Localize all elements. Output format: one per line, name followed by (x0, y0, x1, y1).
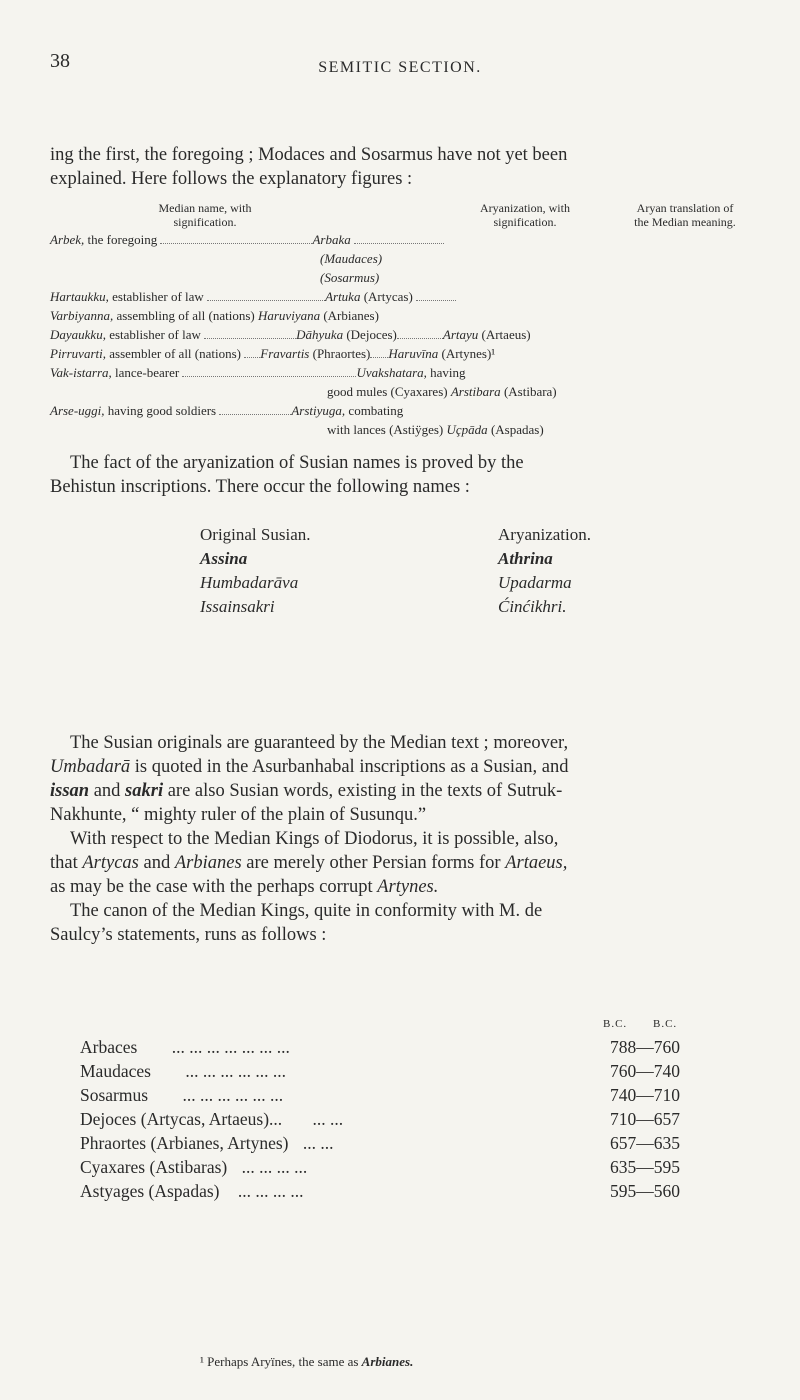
table-row (50, 268, 750, 287)
aryan-gloss: having (426, 365, 466, 380)
canon-row (80, 1107, 680, 1131)
term: Artaeus, (505, 853, 568, 873)
head-line: signification. (173, 215, 237, 229)
median-meaning: assembler of all (nations) (105, 346, 241, 361)
median-name: Vak-istarra, (50, 365, 112, 380)
reign-dates: 760—740 (610, 1061, 680, 1081)
aryan-name: Dāhyuka (296, 327, 344, 342)
king-name: Cyaxares (Astibaras) (80, 1157, 228, 1177)
canon-row (80, 1155, 680, 1179)
intro-paragraph (50, 143, 750, 191)
aryan-gloss: good mules (Cyaxares) (327, 384, 448, 399)
term: Arbianes (174, 853, 242, 873)
dot-leader: ... ... (312, 1109, 344, 1129)
king-name: Astyages (Aspadas) (80, 1181, 220, 1201)
name-item: Athrina (498, 549, 553, 568)
aryan-name: Haruviyana (257, 308, 321, 323)
aryan-gloss: (Arbianes) (320, 308, 379, 323)
reign-dates: 710—657 (610, 1109, 680, 1129)
dot-leader (160, 234, 312, 244)
reign-dates: 657—635 (610, 1133, 680, 1153)
reign-dates: 635—595 (610, 1157, 680, 1177)
text-line: explained. Here follows the explanatory figures : (50, 169, 413, 189)
dot-leader (207, 291, 325, 301)
translation-gloss: (Artynes)¹ (438, 346, 496, 361)
median-meaning: establisher of law (105, 327, 201, 342)
median-meaning: the foregoing (84, 232, 158, 247)
term: Artycas (82, 853, 139, 873)
name-item: Ćinćikhri. (498, 597, 567, 616)
dot-leader: ... ... ... ... ... ... (182, 1085, 284, 1105)
aryan-name: Fravartis (260, 346, 310, 361)
text-line: The Susian originals are guaranteed by the Median text ; moreover, (70, 733, 569, 753)
reign-dates: 595—560 (610, 1181, 680, 1201)
column-head-translation (610, 201, 760, 229)
reign-dates: 740—710 (610, 1085, 680, 1105)
table-row (50, 382, 750, 401)
bc-label-from: B.C. (603, 1018, 628, 1030)
table-row (50, 306, 750, 325)
running-head: SEMITIC SECTION. (318, 59, 482, 76)
dot-leader (244, 348, 260, 358)
footnote-text: ¹ Perhaps Aryïnes, the same as (200, 1354, 362, 1369)
dot-leader (219, 405, 291, 415)
text-line: Behistun inscriptions. There occur the following names : (50, 477, 470, 497)
kings-canon (80, 1035, 680, 1203)
king-name: Sosarmus (80, 1085, 149, 1105)
name-item: Issainsakri (200, 597, 275, 616)
translation-name: Artayu (442, 327, 479, 342)
aryan-name: Arstiyuga, (291, 403, 346, 418)
footnote-term: Arbianes. (361, 1354, 414, 1369)
translation-gloss: (Astibara) (500, 384, 557, 399)
text-line: ing the first, the foregoing ; Modaces and Sosarmus have not yet been (50, 145, 568, 165)
aryan-name: (Maudaces) (320, 251, 383, 266)
median-meaning: establisher of law (108, 289, 204, 304)
table-row (50, 287, 750, 306)
dot-leader: ... ... ... ... ... ... (185, 1061, 286, 1081)
table-row (50, 363, 750, 382)
text: and (89, 781, 126, 801)
term: Umbadarā (50, 757, 131, 777)
names-head: Aryanization. (498, 525, 591, 544)
table-row (50, 420, 750, 439)
median-name: Varbiyanna, (50, 308, 114, 323)
column-head-aryan (430, 201, 620, 229)
names-list-aryanized (498, 523, 591, 619)
dot-leader (416, 291, 456, 301)
aryan-gloss: (Artycas) (360, 289, 413, 304)
text-line (50, 779, 750, 803)
text: is quoted in the Asurbanhabal inscriptions as a Susian, and (130, 757, 569, 777)
name-item: Humbadarāva (200, 573, 299, 592)
term: sakri (125, 781, 164, 801)
canon-row (80, 1179, 680, 1203)
dot-leader: ... ... ... ... ... ... ... (171, 1037, 290, 1057)
median-meaning: assembling of all (nations) (113, 308, 255, 323)
names-head: Original Susian. (200, 525, 311, 544)
dot-leader (370, 348, 388, 358)
paragraph-susian (50, 731, 750, 947)
canon-row (80, 1035, 680, 1059)
footnote (200, 1354, 413, 1370)
median-name: Arbek, (50, 232, 85, 247)
bc-label-to: B.C. (653, 1018, 678, 1030)
aryan-name: Arbaka (312, 232, 351, 247)
column-head-median (110, 201, 300, 229)
reign-dates: 788—760 (610, 1037, 680, 1057)
table-row (50, 344, 750, 363)
term: issan (50, 781, 90, 801)
canon-row (80, 1131, 680, 1155)
aryan-gloss: with lances (Astiÿges) (327, 422, 444, 437)
head-line: signification. (493, 215, 557, 229)
head-line: the Median meaning. (634, 215, 736, 229)
dot-leader: ... ... (302, 1133, 334, 1153)
term: Artynes. (377, 877, 439, 897)
head-line: Median name, with (158, 201, 252, 215)
median-name: Arse-uggi, (50, 403, 105, 418)
text: are merely other Persian forms for (241, 853, 506, 873)
text: as may be the case with the perhaps corrupt (50, 877, 378, 897)
king-name: Dejoces (Artycas, Artaeus)... (80, 1109, 283, 1129)
dot-leader (182, 367, 356, 377)
median-name: Hartaukku, (50, 289, 109, 304)
names-list-original (200, 523, 311, 619)
median-name: Pirruvarti, (50, 346, 106, 361)
text-line (50, 755, 750, 779)
paragraph-aryanization (50, 451, 750, 499)
text: are also Susian words, existing in the texts of Sutruk- (163, 781, 563, 801)
aryan-gloss: (Dejoces) (343, 327, 397, 342)
translation-name: Haruvīna (388, 346, 439, 361)
text-line (50, 851, 750, 875)
dot-leader: ... ... ... ... (241, 1157, 308, 1177)
text-line: The fact of the aryanization of Susian names is proved by the (70, 453, 524, 473)
translation-name: Uçpāda (446, 422, 488, 437)
king-name: Arbaces (80, 1037, 138, 1057)
head-line: Aryanization, with (480, 201, 570, 215)
name-item: Assina (200, 549, 248, 568)
median-meaning: having good soldiers (104, 403, 217, 418)
dot-leader (397, 329, 443, 339)
text-line: Saulcy’s statements, runs as follows : (50, 925, 327, 945)
canon-row (80, 1083, 680, 1107)
canon-row (80, 1059, 680, 1083)
median-meaning: lance-bearer (111, 365, 180, 380)
dot-leader (204, 329, 296, 339)
median-name: Dayaukku, (50, 327, 106, 342)
aryan-name: (Sosarmus) (320, 270, 380, 285)
dot-leader: ... ... ... ... (237, 1181, 304, 1201)
aryan-gloss: combating (345, 403, 404, 418)
text: and (138, 853, 175, 873)
table-row (50, 230, 750, 249)
text-line: The canon of the Median Kings, quite in conformity with M. de (70, 901, 543, 921)
table-row (50, 401, 750, 420)
name-item: Upadarma (498, 573, 572, 592)
text-line: With respect to the Median Kings of Diodorus, it is possible, also, (70, 829, 559, 849)
king-name: Phraortes (Arbianes, Artynes) (80, 1133, 289, 1153)
translation-gloss: (Artaeus) (478, 327, 531, 342)
aryan-gloss: (Phraortes) (309, 346, 371, 361)
page-number: 38 (50, 50, 70, 72)
text-line: Nakhunte, “ mighty ruler of the plain of Susunqu.” (50, 805, 427, 825)
translation-gloss: (Aspadas) (487, 422, 544, 437)
aryan-name: Uvakshatara, (356, 365, 427, 380)
table-row (50, 249, 750, 268)
dot-leader (354, 234, 444, 244)
aryan-name: Artuka (325, 289, 361, 304)
translation-name: Arstibara (450, 384, 501, 399)
text: that (50, 853, 83, 873)
head-line: Aryan translation of (636, 201, 734, 215)
king-name: Maudaces (80, 1061, 151, 1081)
table-row (50, 325, 750, 344)
text-line (50, 875, 750, 899)
